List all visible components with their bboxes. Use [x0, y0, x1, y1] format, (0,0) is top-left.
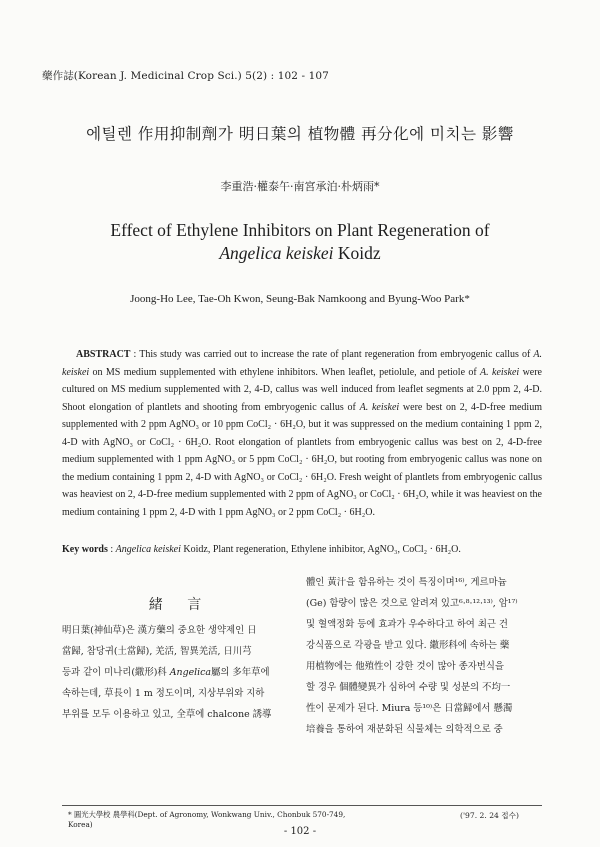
english-authors: Joong-Ho Lee, Tae-Oh Kwon, Seung-Bak Namkoong and Byung-Woo Park*: [130, 293, 470, 305]
left-column-line: 부위를 모두 이용하고 있고, 全草에 chalcone 誘導: [62, 709, 272, 720]
left-column-line: 明日葉(神仙草)은 漢方藥의 중요한 생약제인 日: [62, 625, 257, 636]
korean-title: 에틸렌 作用抑制劑가 明日葉의 植物體 再分化에 미치는 影響: [86, 125, 514, 143]
left-column-text: [62, 620, 298, 725]
abstract: [62, 346, 542, 521]
abstract-label: ABSTRACT: [76, 349, 131, 360]
right-column-line: 및 혈액정화 등에 효과가 우수하다고 하여 최근 건: [306, 619, 508, 630]
keywords: [62, 544, 542, 555]
right-column-line: 性이 문제가 된다. Miura 등¹⁰⁾은 日當歸에서 懸濁: [306, 703, 513, 714]
right-column-line: 培養을 통하여 재분화된 식물체는 의학적으로 중: [306, 724, 503, 735]
footnote-rule: [62, 805, 542, 806]
right-column-line: 강식품으로 각광을 받고 있다. 繖形科에 속하는 藥: [306, 640, 510, 651]
right-column-line: (Ge) 함량이 많은 것으로 알려져 있고⁶·⁸·¹²·¹³⁾, 암¹⁷⁾: [306, 598, 518, 609]
keywords-text: : Angelica keiskei Koidz, Plant regeneration, Ethylene inhibitor, AgNO₃, CoCl₂ · 6H₂O.: [107, 544, 461, 555]
journal-header: 藥作誌(Korean J. Medicinal Crop Sci.) 5(2) : 102 - 107: [42, 70, 329, 82]
right-column-text: [306, 572, 542, 740]
english-title-line1: Effect of Ethylene Inhibitors on Plant Regeneration of: [110, 220, 490, 240]
left-column-line: 속하는데, 草長이 1 m 정도이며, 지상부위와 지하: [62, 688, 265, 699]
left-column-line: 등과 같이 미나리(繖形)科 Angelica屬의 多年草에: [62, 667, 270, 678]
korean-authors: 李重浩·權泰午·南宮承泊·朴炳雨*: [220, 180, 380, 193]
english-title: [0, 219, 600, 265]
abstract-text: : This study was carried out to increase the rate of plant regeneration from embryogenic callus of A. keiskei on MS medium supplemented with ethylene inhibitors. When leaflet, petiolule, and petiole of A. keiskei were cultured on MS medium supplemented with 2, 4-D, callus was well induced from leaflet segments at 2.0 ppm 2, 4-D. Shoot elongation of plantlets and shooting from embryogenic callus of A. keiskei were best on 2, 4-D-free medium supplemented with 2 ppm AgNO₃ or 10 ppm CoCl₂ · 6H₂O, but it was suppressed on the medium containing 1 ppm 2, 4-D with AgNO₃ or CoCl₂ · 6H₂O. Root elongation of plantlets from embryogenic callus was best on 2, 4-D-free medium supplemented with 1 ppm AgNO₃ or 5 ppm CoCl₂ · 6H₂O, but rooting from embryogenic callus was none on the medium containing 1 ppm 2, 4-D with AgNO₃ or CoCl₂ · 6H₂O. Fresh weight of plantlets from embryogenic callus was heaviest on 2, 4-D-free medium supplemented with 2 ppm of AgNO₃ or CoCl₂ · 6H₂O, while it was heaviest on the medium containing 1 ppm 2, 4-D with 1 ppm AgNO₃ or 2 ppm CoCl₂ · 6H₂O.: [62, 349, 542, 518]
right-column-line: 體인 黃汁을 함유하는 것이 특징이며¹⁶⁾, 게르마늄: [306, 577, 507, 588]
received-date: ('97. 2. 24 접수): [460, 811, 519, 820]
page-number: - 102 -: [283, 826, 317, 837]
english-title-line2: [0, 242, 600, 265]
affiliation-footnote: * 圓光大學校 農學科(Dept. of Agronomy, Wonkwang Univ., Chonbuk 570-749, Korea): [68, 810, 346, 829]
species-name: Angelica keiskei: [219, 243, 334, 263]
keywords-label: Key words: [62, 544, 108, 555]
section-heading-introduction: 緒 言: [148, 597, 212, 613]
left-column-line: 當歸, 참당귀(土當歸), 羌活, 智異羌活, 日川芎: [62, 646, 252, 657]
right-column-line: 用植物에는 他殖性이 강한 것이 많아 종자번식을: [306, 661, 504, 672]
species-authority: Koidz: [333, 243, 381, 263]
right-column-line: 할 경우 個體變異가 심하여 수량 및 성분의 不均一: [306, 682, 511, 693]
